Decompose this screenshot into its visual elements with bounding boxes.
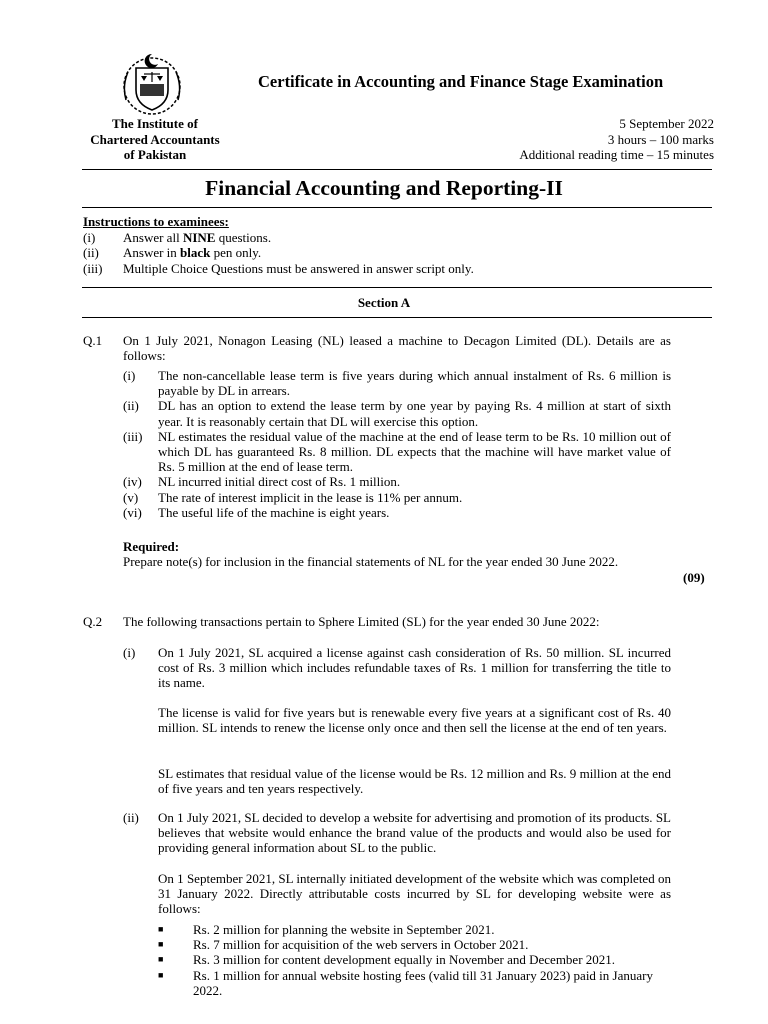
part-number: (ii)	[123, 810, 139, 825]
instructions	[83, 214, 713, 276]
list-item	[123, 429, 671, 475]
subject-title: Financial Accounting and Reporting-II	[205, 176, 563, 200]
bullet-text: Rs. 7 million for acquisition of the web servers in October 2021.	[193, 937, 529, 953]
institute-line: Chartered Accountants	[90, 131, 220, 147]
instruction-number: (ii)	[83, 245, 99, 260]
instruction-item	[83, 261, 713, 277]
bullet-icon: ■	[158, 939, 164, 950]
institute-line: of Pakistan	[123, 147, 187, 162]
list-item	[123, 368, 671, 398]
question-items	[123, 368, 671, 520]
item-text: NL estimates the residual value of the machine at the end of lease term to be Rs. 10 million out of which DL has guaranteed Rs. 8 million. DL expects that the machine will have market value of Rs. 5 million at the end of lease term.	[158, 428, 671, 475]
question-intro: On 1 July 2021, Nonagon Leasing (NL) leased a machine to Decagon Limited (DL). Details are as follows:	[123, 333, 671, 364]
item-number: (ii)	[123, 398, 139, 414]
divider	[82, 207, 712, 208]
instruction-text	[123, 230, 271, 246]
item-number: (vi)	[123, 504, 142, 520]
item-number: (iv)	[123, 474, 142, 490]
bullet-icon: ■	[158, 924, 164, 934]
instruction-text-part: Answer all	[123, 229, 183, 245]
item-text: The non-cancellable lease term is five years during which annual instalment of Rs. 6 million is payable by DL in arrears.	[158, 368, 671, 399]
question-number: Q.1	[83, 333, 103, 348]
instruction-text-part: pen only.	[210, 245, 262, 260]
part-paragraph: On 1 July 2021, SL decided to develop a website for advertising and promotion of its products. SL believes that website would enhance the brand value of the products and would also be used for providing general information about SL to the public.	[158, 810, 671, 856]
list-item	[123, 490, 671, 505]
instruction-text-part: Answer in	[123, 245, 181, 260]
instruction-item	[83, 230, 713, 246]
part-number: (i)	[123, 645, 136, 660]
institute-line: The Institute of	[112, 116, 198, 131]
instruction-emphasis: black	[180, 245, 211, 260]
bullet-icon: ■	[158, 954, 164, 965]
required-text: Prepare note(s) for inclusion in the financial statements of NL for the year ended 30 June 2022.	[123, 554, 619, 570]
divider	[82, 287, 712, 288]
part-paragraph: On 1 July 2021, SL acquired a license against cash consideration of Rs. 50 million. SL incurred cost of Rs. 3 million which includes refundable taxes of Rs. 1 million for transferring the title to its name.	[158, 645, 671, 691]
instructions-heading: Instructions to examinees:	[83, 214, 229, 229]
instruction-item	[83, 245, 713, 261]
item-text: NL incurred initial direct cost of Rs. 1 million.	[158, 474, 401, 490]
part-paragraph: SL estimates that residual value of the license would be Rs. 12 million and Rs. 9 million at the end of five years and ten years respectively.	[158, 766, 671, 797]
instruction-text	[123, 245, 261, 261]
instruction-emphasis: NINE	[182, 229, 216, 245]
item-number: (v)	[123, 489, 139, 505]
instruction-number: (iii)	[83, 260, 103, 276]
item-text: DL has an option to extend the lease term by one year by paying Rs. 4 million at start of sixth year. It is reasonably certain that DL will exercise this option.	[158, 398, 671, 429]
exam-duration: 3 hours – 100 marks	[607, 131, 714, 147]
exam-details	[519, 116, 714, 163]
list-item	[123, 505, 671, 520]
list-item	[158, 937, 671, 952]
divider	[82, 317, 712, 318]
part-paragraph: The license is valid for five years but is renewable every five years at a significant cost of Rs. 40 million. SL intends to renew the license only once and then sell the license at the end of ten years.	[158, 705, 671, 736]
instruction-text	[123, 261, 474, 277]
question-number: Q.2	[83, 614, 103, 629]
icap-crest-icon	[118, 50, 186, 116]
divider	[82, 169, 712, 170]
item-number: (iii)	[123, 428, 143, 444]
instruction-text-part: questions.	[215, 229, 272, 245]
section-heading: Section A	[357, 295, 411, 310]
item-text: The useful life of the machine is eight years.	[158, 504, 390, 520]
institute-logo	[118, 50, 186, 116]
bullet-text: Rs. 1 million for annual website hosting fees (valid till 31 January 2023) paid in January 2022.	[193, 967, 653, 998]
list-item	[158, 968, 671, 998]
question-intro: The following transactions pertain to Sphere Limited (SL) for the year ended 30 June 2022:	[123, 614, 600, 629]
list-item	[123, 474, 671, 489]
bullet-text: Rs. 3 million for content development equally in November and December 2021.	[193, 952, 616, 968]
required-block	[123, 539, 671, 569]
item-text: The rate of interest implicit in the lease is 11% per annum.	[158, 489, 463, 505]
list-item	[158, 922, 671, 937]
item-number: (i)	[123, 368, 136, 383]
bullet-text: Rs. 2 million for planning the website in September 2021.	[193, 922, 495, 937]
cost-list	[158, 922, 671, 998]
exam-title: Certificate in Accounting and Finance Stage Examination	[258, 72, 664, 91]
required-label: Required:	[123, 539, 180, 554]
institute-name	[70, 116, 240, 163]
list-item	[123, 398, 671, 428]
marks: (09)	[683, 570, 705, 585]
instruction-text-part: Multiple Choice Questions must be answered in answer script only.	[123, 260, 474, 276]
instruction-number: (i)	[83, 229, 96, 245]
bullet-icon: ■	[158, 969, 164, 980]
reading-time: Additional reading time – 15 minutes	[519, 147, 714, 162]
list-item	[158, 952, 671, 967]
exam-date: 5 September 2022	[619, 116, 714, 131]
part-paragraph: On 1 September 2021, SL internally initiated development of the website which was completed on 31 January 2022. Directly attributable costs incurred by SL for developing website were as follows:	[158, 871, 671, 917]
